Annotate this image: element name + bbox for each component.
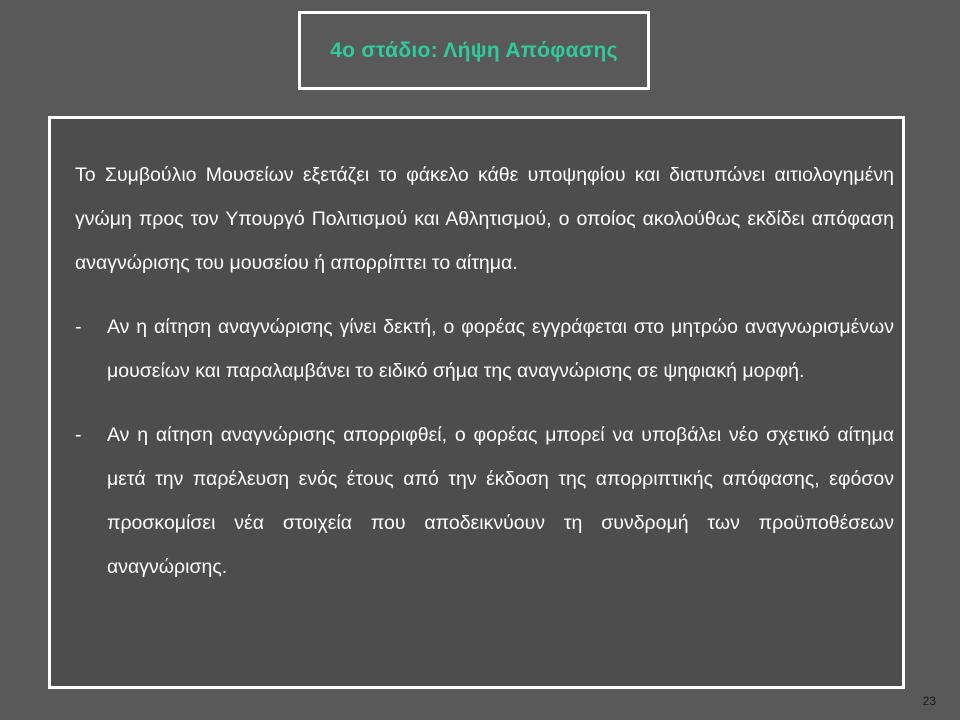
bullet-item [75, 305, 894, 393]
bullet-marker: - [75, 424, 82, 446]
bullet-item [75, 413, 894, 589]
bullet-text-accepted: Αν η αίτηση αναγνώρισης γίνει δεκτή, ο φορέας εγγράφεται στο μητρώο αναγνωρισμένων μουσείων και παραλαμβάνει το ειδικό σήμα της αναγνώρισης σε ψηφιακή μορφή. [107, 316, 894, 382]
intro-paragraph: Το Συμβούλιο Μουσείων εξετάζει το φάκελο κάθε υποψηφίου και διατυπώνει αιτιολογημένη γνώμη προς τον Υπουργό Πολιτισμού και Αθλητισμού, ο οποίος ακολούθως εκδίδει απόφαση αναγνώρισης του μουσείου ή απορρίπτει το αίτημα. [75, 164, 894, 274]
page-number: 23 [922, 694, 936, 708]
title-frame [298, 11, 650, 90]
slide-title: 4ο στάδιο: Λήψη Απόφασης [330, 38, 618, 62]
bullet-marker: - [75, 316, 82, 338]
content-frame [48, 116, 905, 689]
bullet-text-rejected: Αν η αίτηση αναγνώρισης απορριφθεί, ο φορέας μπορεί να υποβάλει νέο σχετικό αίτημα μετά την παρέλευση ενός έτους από την έκδοση της απορριπτικής απόφασης, εφόσον προσκομίσει νέα στοιχεία που αποδεικνύουν τη συνδρομή των προϋποθέσεων αναγνώρισης. [107, 424, 894, 578]
